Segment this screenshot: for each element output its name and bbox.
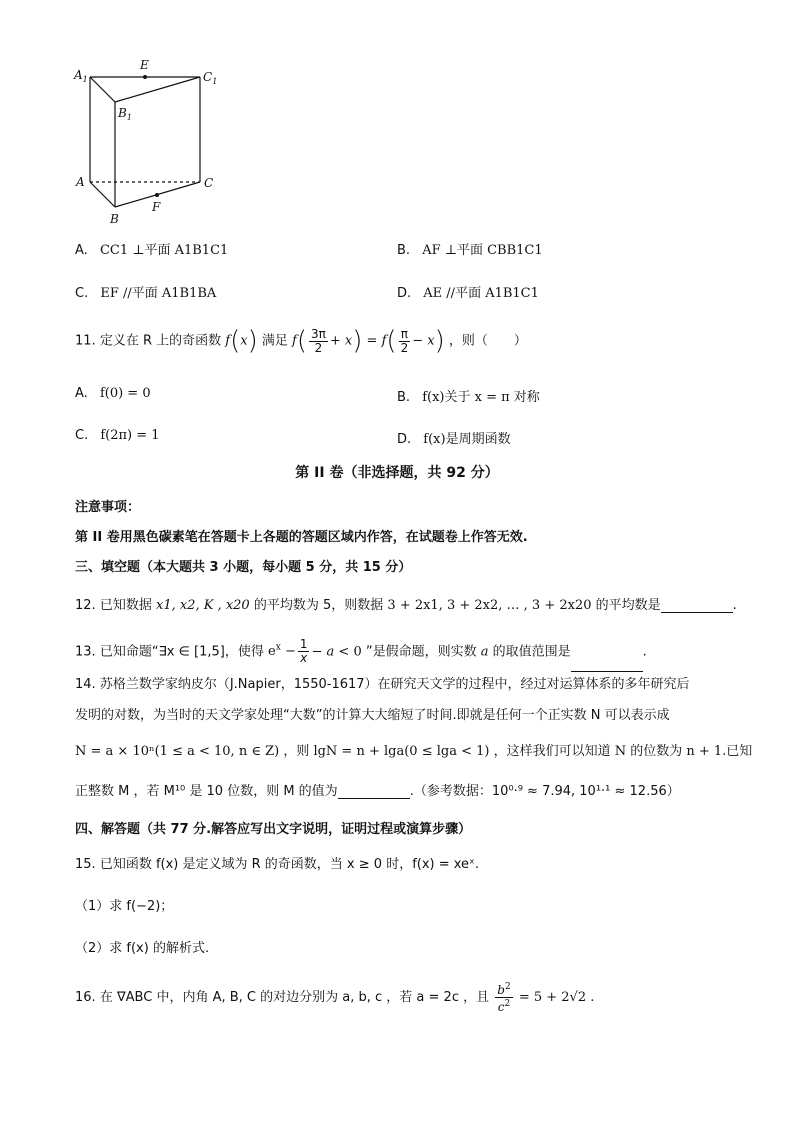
q11-option-c-label: C. [75, 428, 89, 443]
q11-fx: f [225, 333, 231, 349]
q12-text-b: 的平均数为 5，则数据 [253, 598, 384, 613]
part4-title: 四、解答题（共 77 分.解答应写出文字说明，证明过程或演算步骤） [75, 822, 472, 837]
q12-answer-blank[interactable] [661, 600, 733, 613]
q13-text-a: 已知命题“∃x ∈ [1,5]，使得 [99, 644, 264, 660]
q11-option-a[interactable] [75, 386, 151, 401]
edge-b1c1 [115, 77, 200, 102]
point-e [143, 75, 147, 79]
q11-option-b-text: f(x)关于 x = π 对称 [422, 390, 540, 405]
label-a1: $A_1$ [74, 68, 88, 84]
label-b: B [110, 212, 119, 226]
q12-number: 12. [75, 598, 96, 613]
point-f [155, 193, 159, 197]
q15-number: 15. [75, 857, 96, 872]
q10-option-b-text: AF ⊥平面 CBB1C1 [422, 243, 543, 258]
notice-text: 第 II 卷用黑色碳素笔在答题卡上各题的答题区域内作答，在试题卷上作答无效. [75, 530, 528, 545]
q10-option-d-label: D. [397, 286, 412, 301]
q11-option-c[interactable] [75, 428, 160, 443]
q10-option-a-label: A. [75, 243, 88, 258]
q10-option-a[interactable] [75, 239, 228, 258]
q11-option-d-text: f(x)是周期函数 [423, 432, 511, 447]
label-c1: $C_1$ [203, 70, 218, 86]
q14-line4a: 正整数 M ，若 M¹⁰ 是 10 位数，则 M 的值为 [75, 784, 338, 799]
q11-option-c-text: f(2π) = 1 [100, 428, 160, 443]
q13-answer-blank[interactable] [571, 659, 643, 672]
edge-a1b1 [90, 77, 115, 102]
part3-title: 三、填空题（本大题共 3 小题，每小题 5 分，共 15 分） [75, 560, 412, 575]
q10-option-b-label: B. [397, 243, 411, 258]
q14-line1 [75, 673, 690, 692]
q13-number: 13. [75, 644, 96, 660]
q10-option-d[interactable] [397, 282, 539, 301]
q15-stem [75, 853, 479, 872]
q12-data: x1, x2, K , x20 [155, 598, 250, 613]
q10-option-c[interactable] [75, 282, 216, 301]
q12-text-a: 已知数据 [99, 598, 152, 613]
q14-line1-text: 苏格兰数学家纳皮尔（J.Napier，1550-1617）在研究天文学的过程中，经过对运算体系的多年研究后 [99, 677, 690, 692]
q14-answer-blank[interactable] [338, 786, 410, 799]
q13: 13. 已知命题“∃x ∈ [1,5]，使得 $e^x$ − $\frac{1}{x}$ − a < 0 ”是假命题，则实数 a 的取值范围是 . [75, 628, 647, 668]
q11-option-b[interactable] [397, 386, 540, 405]
q11-option-d-label: D. [397, 432, 412, 447]
q11-option-a-label: A. [75, 386, 88, 401]
q10-option-c-label: C. [75, 286, 89, 301]
q16-frac-b2-c2: $\frac{b^2}{c^2}$ [497, 982, 511, 1014]
q14-line2: 发明的对数，为当时的天文学家处理“大数”的计算大大缩短了时间.即就是任何一个正实数 N 可以表示成 [75, 708, 670, 723]
q16-number: 16. [75, 990, 96, 1005]
q15-stem-text: 已知函数 f(x) 是定义域为 R 的奇函数，当 x ≥ 0 时，f(x) = xeˣ. [99, 857, 479, 872]
q11-option-d[interactable] [397, 428, 511, 447]
q10-option-c-text: EF //平面 A1B1BA [100, 286, 217, 301]
q11-frac-3pi-2: $\frac{3\pi}{2}$ [311, 326, 326, 355]
q13-text-b: ”是假命题，则实数 [365, 644, 477, 660]
q12 [75, 594, 737, 613]
edge-ab [90, 182, 115, 207]
q14-line4 [75, 780, 680, 799]
q12-end: . [732, 598, 737, 613]
q16-text-b: = 5 + 2√2 . [518, 990, 595, 1005]
q11-frac-pi-2: $\frac{\pi}{2}$ [400, 326, 409, 355]
q16-text-a: 在 ∇ABC 中，内角 A, B, C 的对边分别为 a, b, c ，若 a = 2c ，且 [99, 990, 490, 1005]
label-f: F [152, 200, 161, 214]
q13-end: . [642, 644, 647, 660]
q11-stem-prefix: 定义在 R 上的奇函数 [99, 333, 222, 349]
q14-line4b: .（参考数据：10⁰·⁹ ≈ 7.94, 10¹·¹ ≈ 12.56） [409, 784, 680, 799]
q10-option-b[interactable] [397, 239, 543, 258]
q10-option-a-text: CC1 ⊥平面 A1B1C1 [99, 243, 229, 258]
q11-option-a-text: f(0) = 0 [99, 386, 151, 401]
q11-number: 11. [75, 333, 96, 349]
label-c: C [204, 176, 214, 190]
label-b1: $B_1$ [118, 106, 132, 122]
q16 [75, 978, 594, 1018]
q15-sub1: （1）求 f(−2)； [75, 899, 174, 914]
label-e: E [140, 58, 149, 72]
prism-figure [60, 55, 230, 235]
q13-text-c: 的取值范围是 [492, 644, 571, 660]
label-a: A [76, 175, 85, 189]
q11-stem-mid: 满足 [261, 333, 288, 349]
q11-stem: 11. 定义在 R 上的奇函数 f(x) 满足 f( $\frac{3\pi}{2}$ + x) = f( $\frac{\pi}{2}$ − x) ，则（ ） [75, 326, 527, 356]
q13-frac: $\frac{1}{x}$ [299, 637, 308, 666]
q10-option-d-text: AE //平面 A1B1C1 [423, 286, 539, 301]
q12-text-c: 的平均数是 [595, 598, 661, 613]
section2-title: 第 II 卷（非选择题，共 92 分） [295, 465, 499, 481]
q11-stem-suffix: ，则（ ） [448, 333, 527, 349]
q14-line3: N = a × 10ⁿ(1 ≤ a < 10, n ∈ Z) ，则 lgN = n + lga(0 ≤ lga < 1) ，这样我们可以知道 N 的位数为 n + 1.已知 [75, 744, 753, 759]
q15-sub2: （2）求 f(x) 的解析式. [75, 941, 210, 956]
q14-number: 14. [75, 677, 96, 692]
notice-title: 注意事项： [75, 500, 141, 515]
q11-option-b-label: B. [397, 390, 411, 405]
q12-data2: 3 + 2x1, 3 + 2x2, … , 3 + 2x20 [387, 598, 592, 613]
